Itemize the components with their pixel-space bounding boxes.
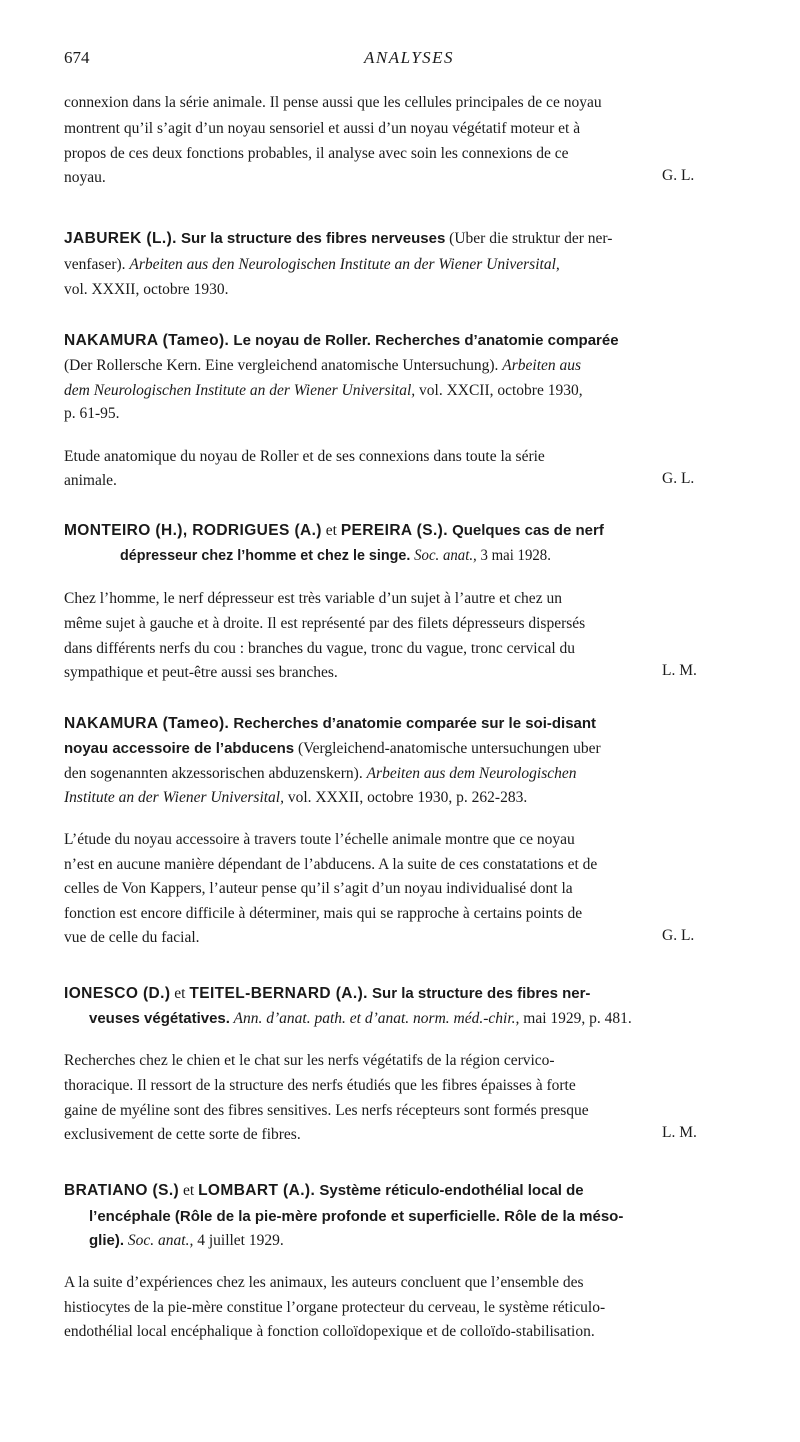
article-title: Recherches d’anatomie comparée sur le soi-disant xyxy=(229,715,597,732)
abstract-heading xyxy=(64,330,764,352)
text-line: thoracique. Il ressort de la structure des nerfs étudiés que les fibres épaisses à forte xyxy=(64,1077,576,1094)
conjunction: et xyxy=(179,1182,199,1199)
text-line: histiocytes de la pie-mère constitue l’organe protecteur du cerveau, le système réticulo- xyxy=(64,1299,606,1316)
text-line: animale. xyxy=(64,472,117,489)
journal-name: Arbeiten aus xyxy=(502,357,582,374)
journal-name: Arbeiten aus den Neurologischen Institute an der Wiener Universital, xyxy=(129,256,560,273)
abstract-heading xyxy=(64,228,764,250)
author-name: MONTEIRO (H.), RODRIGUES (A.) xyxy=(64,522,322,539)
text-line xyxy=(89,1008,789,1030)
citation-date: 3 mai 1928. xyxy=(476,547,551,564)
text-line: n’est en aucune manière dépendant de l’abducens. A la suite de ces constatations et de xyxy=(64,856,598,873)
text-line: Recherches chez le chien et le chat sur les nerfs végétatifs de la région cervico- xyxy=(64,1052,555,1069)
conjunction: et xyxy=(170,985,190,1002)
text-line xyxy=(64,380,764,402)
text-line xyxy=(89,1206,789,1228)
citation-line: vol. XXXII, octobre 1930. xyxy=(64,281,229,298)
journal-name: Soc. anat., xyxy=(410,547,477,564)
text-line xyxy=(120,545,790,567)
author-name: TEITEL-BERNARD (A.). xyxy=(189,985,368,1002)
author-name: BRATIANO (S.) xyxy=(64,1182,180,1199)
article-title-cont: glie). xyxy=(89,1232,125,1249)
author-name: NAKAMURA (Tameo). xyxy=(64,715,230,732)
article-title: Quelques cas de nerf xyxy=(447,522,604,539)
original-title-cont: den sogenannten akzessorischen abduzenskern). xyxy=(64,765,367,782)
text-line: sympathique et peut-être aussi ses branches. xyxy=(64,664,338,681)
citation-details: vol. XXCII, octobre 1930, xyxy=(415,382,583,399)
journal-name: Soc. anat., xyxy=(124,1232,194,1249)
author-name: PEREIRA (S.). xyxy=(340,522,448,539)
text-line: dans différents nerfs du cou : branches du vague, tronc du vague, tronc cervical du xyxy=(64,640,576,657)
abstract-heading xyxy=(64,713,764,735)
text-line xyxy=(64,254,764,276)
text-line: gaine de myéline sont des fibres sensitives. Les nerfs récepteurs sont formés presque xyxy=(64,1102,589,1119)
citation-details: vol. XXXII, octobre 1930, p. 262-283. xyxy=(283,789,528,806)
text-line: noyau. xyxy=(64,169,106,186)
article-title: Système réticulo-endothélial local de xyxy=(315,1182,584,1199)
article-title-cont: noyau accessoire de l’abducens xyxy=(64,740,295,757)
text-line: connexion dans la série animale. Il pense aussi que les cellules principales de ce noyau xyxy=(64,94,602,111)
text-line: Etude anatomique du noyau de Roller et de ses connexions dans toute la série xyxy=(64,448,545,465)
original-title: (Vergleichend-anatomische untersuchungen uber xyxy=(294,740,601,757)
signature: G. L. xyxy=(662,167,695,184)
running-title: ANALYSES xyxy=(363,48,455,67)
citation-date: mai 1929, p. 481. xyxy=(519,1010,632,1027)
text-line: exclusivement de cette sorte de fibres. xyxy=(64,1126,301,1143)
conjunction: et xyxy=(321,522,341,539)
journal-name-cont: Institute an der Wiener Universital, xyxy=(64,789,284,806)
text-line xyxy=(64,355,764,377)
journal-name: Arbeiten aus dem Neurologischen xyxy=(366,765,577,782)
text-line: A la suite d’expériences chez les animaux, les auteurs concluent que l’ensemble des xyxy=(64,1274,584,1291)
abstract-heading xyxy=(64,1180,764,1202)
text-line: fonction est encore difficile à déterminer, mais qui se rapproche à certains points de xyxy=(64,905,583,922)
text-line: L’étude du noyau accessoire à travers toute l’échelle animale montre que ce noyau xyxy=(64,831,575,848)
text-line: même sujet à gauche et à droite. Il est représenté par des filets dépresseurs dispersés xyxy=(64,615,586,632)
signature: L. M. xyxy=(662,662,697,679)
author-name: NAKAMURA (Tameo). xyxy=(64,332,230,349)
page-number: 674 xyxy=(64,48,90,67)
text-line: Chez l’homme, le nerf dépresseur est très variable d’un sujet à l’autre et chez un xyxy=(64,590,562,607)
text-line: celles de Von Kappers, l’auteur pense qu’il s’agit d’un noyau individualisé dont la xyxy=(64,880,573,897)
article-title: Sur la structure des fibres ner- xyxy=(367,985,591,1002)
citation-line: p. 61-95. xyxy=(64,405,120,422)
abstract-heading xyxy=(64,983,764,1005)
article-title: Sur la structure des fibres nerveuses xyxy=(176,230,446,247)
signature: L. M. xyxy=(662,1124,697,1141)
article-title-cont: l’encéphale (Rôle de la pie-mère profonde et superficielle. Rôle de la méso- xyxy=(89,1208,624,1225)
text-line xyxy=(64,738,764,760)
text-line xyxy=(89,1230,789,1252)
original-title: (Uber die struktur der ner- xyxy=(445,230,613,247)
signature: G. L. xyxy=(662,927,695,944)
text-line xyxy=(64,787,764,809)
abstract-heading xyxy=(64,520,764,542)
article-title: Le noyau de Roller. Recherches d’anatomie comparée xyxy=(229,332,619,349)
author-name: IONESCO (D.) xyxy=(64,985,171,1002)
text-line: endothélial local encéphalique à fonction colloïdopexique et de colloïdo-stabilisation. xyxy=(64,1323,595,1340)
journal-name: Ann. d’anat. path. et d’anat. norm. méd.-chir., xyxy=(229,1010,520,1027)
author-name: LOMBART (A.). xyxy=(198,1182,316,1199)
page-header xyxy=(64,48,754,74)
text-line: propos de ces deux fonctions probables, il analyse avec soin les connexions de ce xyxy=(64,145,569,162)
text-line: montrent qu’il s’agit d’un noyau sensoriel et aussi d’un noyau végétatif moteur et à xyxy=(64,120,581,137)
article-title-cont: dépresseur chez l’homme et chez le singe. xyxy=(120,547,411,564)
signature: G. L. xyxy=(662,470,695,487)
original-title-cont: venfaser). xyxy=(64,256,130,273)
original-title: (Der Rollersche Kern. Eine vergleichend anatomische Untersuchung). xyxy=(64,357,503,374)
text-line: vue de celle du facial. xyxy=(64,929,200,946)
citation-date: 4 juillet 1929. xyxy=(193,1232,284,1249)
author-name: JABUREK (L.). xyxy=(64,230,177,247)
article-title-cont: veuses végétatives. xyxy=(89,1010,230,1027)
text-line xyxy=(64,763,764,785)
journal-name: dem Neurologischen Institute an der Wiener Universital, xyxy=(64,382,416,399)
